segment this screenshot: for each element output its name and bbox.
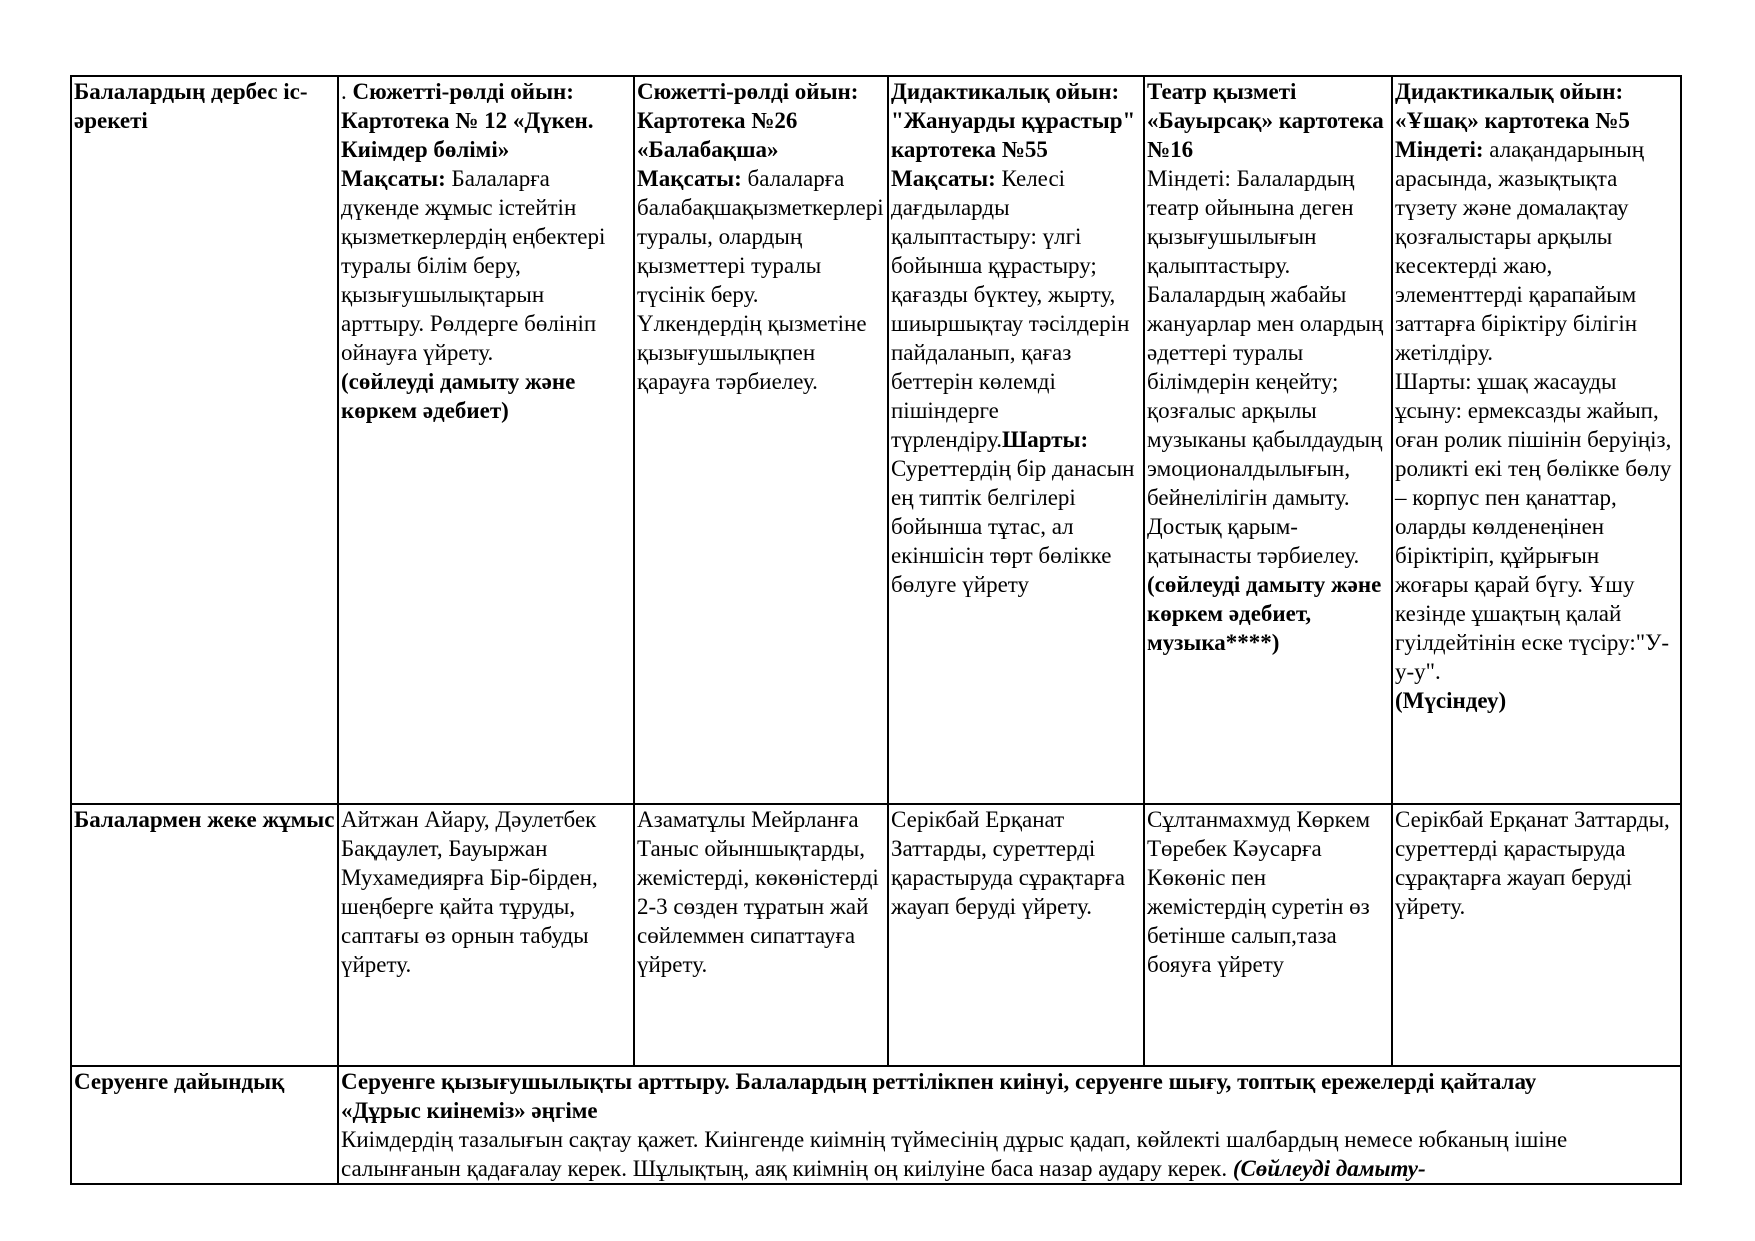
row-individual-work (71, 804, 1681, 1066)
goal-text: Келесі дағдыларды қалыптастыру: үлгі бойынша құрастыру; қағазды бүктеу, жырту, шиыршықтау тәсілдерін пайдаланып, қағаз беттерін көлемді пішіндерге түрлендіру. (891, 166, 1130, 452)
education-area: (Сөйлеуді дамыту- (1232, 1156, 1426, 1181)
rule-text: Шарты: ұшақ жасауды ұсыну: ермексазды жайып, оған ролик пішінін беруіңіз, роликті екі тең бөлікке бөлу – корпус пен қанаттар, оларды көлденеңінен біріктіріп, құйрығын жоғары қарай бүгу. Ұшу кезінде ұшақтың қалай гуілдейтінін еске түсіру:"У-у-у". (1395, 369, 1672, 684)
activity-cell-2 (634, 76, 888, 804)
activity-title: Сюжетті-рөлді ойын: Картотека №26 «Балабақша» (637, 79, 859, 162)
individual-cell-1 (338, 804, 634, 1066)
education-area: (сөйлеуді дамыту және көркем әдебиет, музыка****) (1147, 572, 1382, 655)
activity-cell-4 (1144, 76, 1392, 804)
task-text: Міндеті: Балалардың театр ойынына деген қызығушылығын қалыптастыру. Балалардың жабайы жануарлар мен олардың әдеттері туралы білімдерін кеңейту; қозғалыс арқылы музыканы қабылдаудың эмоционалдылығын, бейнелілігін дамыту. Достық қарым-қатынасты тәрбиелеу. (1147, 166, 1384, 568)
row-label-text: Балалармен жеке жұмыс (74, 807, 335, 832)
walk-title: Серуенге қызығушылықты арттыру. Балалардың реттілікпен киінуі, серуенге шығу, топтық ережелерді қайталау (341, 1069, 1537, 1094)
individual-cell-3 (888, 804, 1144, 1066)
individual-text: Сұлтанмахмуд Көркем Төребек Кәусарға Көкөніс пен жемістердің суретін өз бетінше салып,таза бояуға үйрету (1147, 807, 1371, 977)
task-text: алақандарының арасында, жазықтықта түзету және домалақтау қозғалыстары арқылы кесектерді жаю, элементтерді қарапайым заттарға біріктіру білігін жетілдіру. (1395, 137, 1645, 365)
goal-label: Мақсаты: (637, 166, 742, 191)
row-label-individual-work (71, 804, 338, 1066)
individual-text: Серікбай Ерқанат Заттарды, суреттерді қарастыруда сұрақтарға жауап беруді үйрету. (1395, 807, 1670, 919)
activity-cell-1 (338, 76, 634, 804)
goal-label: Мақсаты: (341, 166, 446, 191)
walk-text: Киімдердің тазалығын сақтау қажет. Киінгенде киімнің түймесінің дұрыс қадап, көйлекті шалбардың немесе юбканың ішіне салынғанын қадағалау керек. Шұлықтың, аяқ киімнің оң киілуіне баса назар аудару керек. (341, 1127, 1568, 1181)
walk-subtitle: «Дұрыс киінеміз» әңгіме (341, 1098, 598, 1123)
activity-title: Сюжетті-рөлді ойын: Картотека № 12 «Дүкен. Киімдер бөлімі» (341, 79, 594, 162)
row-label-text: Балалардың дербес іс-әрекеті (74, 79, 308, 133)
activity-cell-3 (888, 76, 1144, 804)
lead-mark: . (341, 79, 353, 104)
goal-label: Мақсаты: (891, 166, 996, 191)
individual-cell-4 (1144, 804, 1392, 1066)
individual-cell-2 (634, 804, 888, 1066)
daily-plan-table (70, 75, 1682, 1185)
goal-text: балаларға балабақшақызметкерлері туралы, олардың қызметтері туралы түсінік беру. Үлкендердің қызметіне қызығушылықпен қарауға тәрбиелеу. (637, 166, 884, 394)
task-label: Міндеті: (1395, 137, 1484, 162)
activity-cell-5 (1392, 76, 1681, 804)
individual-text: Серікбай Ерқанат Заттарды, суреттерді қарастыруда сұрақтарға жауап беруді үйрету. (891, 807, 1125, 919)
rule-text: Суреттердің бір данасын ең типтік белгілері бойынша тұтас, ал екіншісін төрт бөлікке бөлуге үйрету (891, 456, 1135, 597)
individual-cell-5 (1392, 804, 1681, 1066)
walk-preparation-cell (338, 1066, 1681, 1184)
activity-title: Театр қызметі «Бауырсақ» картотека №16 (1147, 79, 1384, 162)
activity-title: Дидактикалық ойын: "Жануарды құрастыр" картотека №55 (891, 79, 1136, 162)
row-walk-preparation (71, 1066, 1681, 1184)
activity-title: Дидактикалық ойын: «Ұшақ» картотека №5 (1395, 79, 1630, 133)
education-area: (сөйлеуді дамыту және көркем әдебиет) (341, 369, 576, 423)
row-label-walk-preparation (71, 1066, 338, 1184)
goal-text: Балаларға дүкенде жұмыс істейтін қызметкерлердің еңбектері туралы білім беру, қызығушылықтарын арттыру. Рөлдерге бөлініп ойнауға үйрету. (341, 166, 606, 365)
row-independent-activity (71, 76, 1681, 804)
row-label-independent-activity (71, 76, 338, 804)
rule-label: Шарты: (1001, 427, 1089, 452)
individual-text: Айтжан Айару, Дәулетбек Бақдаулет, Бауыржан Мухамедиярға Бір-бірден, шеңберге қайта тұруды, саптағы өз орнын табуды үйрету. (341, 807, 598, 977)
individual-text: Азаматұлы Мейрланға Таныс ойыншықтарды, жемістерді, көкөністерді 2-3 сөзден тұратын жай сөйлеммен сипаттауға үйрету. (637, 807, 879, 977)
row-label-text: Серуенге дайындық (74, 1069, 285, 1094)
education-area: (Мүсіндеу) (1395, 688, 1507, 713)
